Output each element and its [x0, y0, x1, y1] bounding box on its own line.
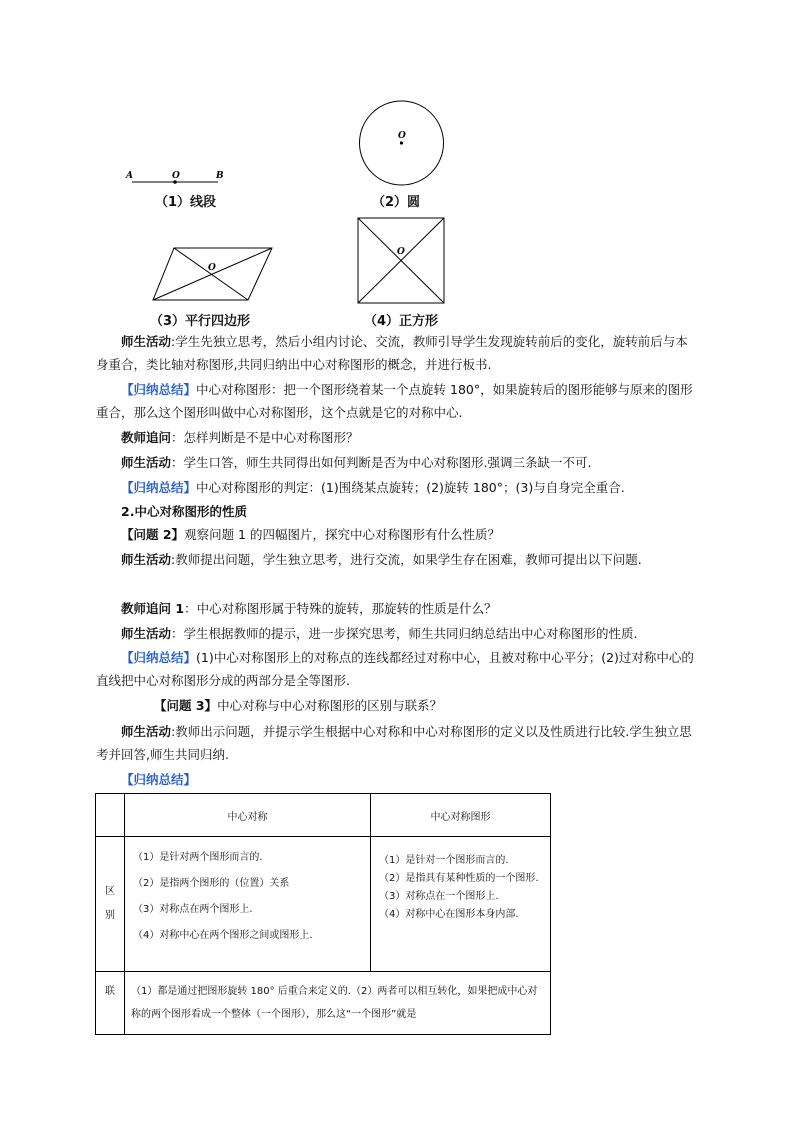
- parallelogram-center-label: O: [208, 263, 216, 273]
- summary-label: 【归纳总结】: [121, 382, 197, 397]
- parallelogram-caption: （3）平行四边形: [150, 314, 251, 329]
- parallelogram-diagonal-1: [174, 248, 248, 300]
- problem-text: 中心对称与中心对称图形的区别与联系？: [217, 698, 443, 713]
- activity-text: :教师出示问题，并提示学生根据中心对称和中心对称图形的定义以及性质进行比较.学生独立思考并回答,师生共同归纳.: [96, 724, 692, 762]
- list-item: （3）对称点在两个图形上.: [133, 904, 253, 915]
- comparison-table: [95, 793, 551, 1035]
- row-label-text: 区别: [105, 886, 115, 921]
- square-caption: （4）正方形: [364, 314, 439, 329]
- paragraph-problem-3: [96, 694, 696, 717]
- summary-label: 【归纳总结】: [121, 650, 197, 665]
- difference-centrosymmetric-figure-cell: [371, 837, 551, 972]
- activity-label: 师生活动: [121, 724, 172, 739]
- paragraph-summary-judgement: [96, 476, 696, 499]
- list-item: （3）对称点在一个图形上.: [379, 891, 499, 902]
- table-row-connection: [96, 972, 551, 1035]
- problem-text: 观察问题 1 的四幅图片，探究中心对称图形有什么性质？: [184, 527, 500, 542]
- problem-label: 【问题 2】: [121, 527, 185, 542]
- row-label-connection: 联: [96, 972, 125, 1035]
- point-b-label: B: [216, 171, 224, 181]
- activity-label: 师生活动: [121, 455, 172, 470]
- paragraph-teacher-student-activity-2: [96, 451, 696, 474]
- summary-text: (1)中心对称图形上的对称点的连线都经过对称中心，且被对称中心平分；(2)过对称中心的直线把中心对称图形分成的两部分是全等图形.: [96, 650, 694, 688]
- question-label: 教师追问: [121, 430, 172, 445]
- circle-caption: （2）圆: [372, 195, 421, 210]
- list-item: （1）是针对两个图形而言的.: [133, 852, 263, 863]
- question-label: 教师追问 1: [121, 601, 185, 616]
- list-item: （4）对称中心在两个图形之间或图形上.: [133, 930, 313, 941]
- activity-label: 师生活动: [121, 334, 172, 349]
- activity-text: :教师提出问题，学生独立思考，进行交流，如果学生存在困难，教师可提出以下问题.: [171, 552, 642, 567]
- summary-text: 中心对称图形：把一个图形绕着某一个点旋转 180°，如果旋转后的图形能够与原来的图形重合，那么这个图形叫做中心对称图形，这个点就是它的对称中心.: [96, 382, 693, 420]
- question-text: ：中心对称图形属于特殊的旋转，那旋转的性质是什么？: [184, 601, 497, 616]
- summary-label: 【归纳总结】: [121, 772, 197, 787]
- paragraph-teacher-student-activity-4: [96, 622, 696, 645]
- header-corner-cell: [96, 794, 125, 837]
- circle-center-point: [400, 141, 403, 144]
- header-centrosymmetric-figure: 中心对称图形: [371, 794, 551, 837]
- section-heading-properties: 2.中心对称图形的性质: [121, 504, 247, 519]
- activity-text: ：学生口答，师生共同得出如何判断是否为中心对称图形.强调三条缺一不可.: [171, 455, 592, 470]
- list-item: （4）对称中心在图形本身内部.: [379, 909, 519, 920]
- paragraph-teacher-question: [96, 426, 696, 449]
- paragraph-teacher-student-activity-3: [96, 548, 696, 571]
- paragraph-teacher-student-activity-1: [96, 330, 696, 376]
- table-header-row: [96, 794, 551, 837]
- list-item: （2）是指具有某种性质的一个图形.: [379, 873, 539, 884]
- circle-center-label: O: [398, 131, 406, 141]
- list-item: （2）是指两个图形的（位置）关系: [133, 878, 290, 889]
- table-row-difference: [96, 837, 551, 972]
- header-central-symmetry: 中心对称: [125, 794, 371, 837]
- paragraph-summary-properties: [96, 646, 696, 692]
- activity-label: 师生活动: [121, 626, 172, 641]
- paragraph-summary-table-label: [96, 768, 696, 791]
- paragraph-teacher-student-activity-5: [96, 720, 696, 766]
- difference-central-symmetry-cell: [125, 837, 371, 972]
- paragraph-teacher-question-1: [96, 597, 696, 620]
- activity-text: ：学生根据教师的提示，进一步探究思考，师生共同归纳总结出中心对称图形的性质.: [171, 626, 638, 641]
- point-o-label: O: [172, 171, 180, 181]
- circle-figure: [355, 98, 450, 193]
- list-item: （1）是针对一个图形而言的.: [379, 855, 509, 866]
- paragraph-problem-2: [96, 523, 696, 546]
- problem-label: 【问题 3】: [154, 698, 218, 713]
- activity-label: 师生活动: [121, 552, 172, 567]
- connection-text: （1）都是通过把图形旋转 180° 后重合来定义的.（2）两者可以相互转化，如果把成中心对称的两个图形看成一个整体（一个图形），那么这“一个图形”就是: [131, 986, 538, 1020]
- square-center-label: O: [397, 247, 405, 257]
- paragraph-summary-definition: [96, 378, 696, 424]
- summary-label: 【归纳总结】: [121, 480, 197, 495]
- connection-cell: [125, 972, 551, 1035]
- summary-text: 中心对称图形的判定：(1)围绕某点旋转；(2)旋转 180°；(3)与自身完全重合.: [196, 480, 625, 495]
- segment-caption: （1）线段: [155, 195, 217, 210]
- question-text: ：怎样判断是不是中心对称图形？: [171, 430, 359, 445]
- point-a-label: A: [126, 171, 133, 181]
- parallelogram-figure: [148, 243, 278, 305]
- row-label-difference: [96, 837, 125, 972]
- activity-text: :学生先独立思考，然后小组内讨论、交流，教师引导学生发现旋转前后的变化，旋转前后与本身重合，类比轴对称图形,共同归纳出中心对称图形的概念，并进行板书.: [96, 334, 688, 372]
- square-figure: [356, 216, 448, 306]
